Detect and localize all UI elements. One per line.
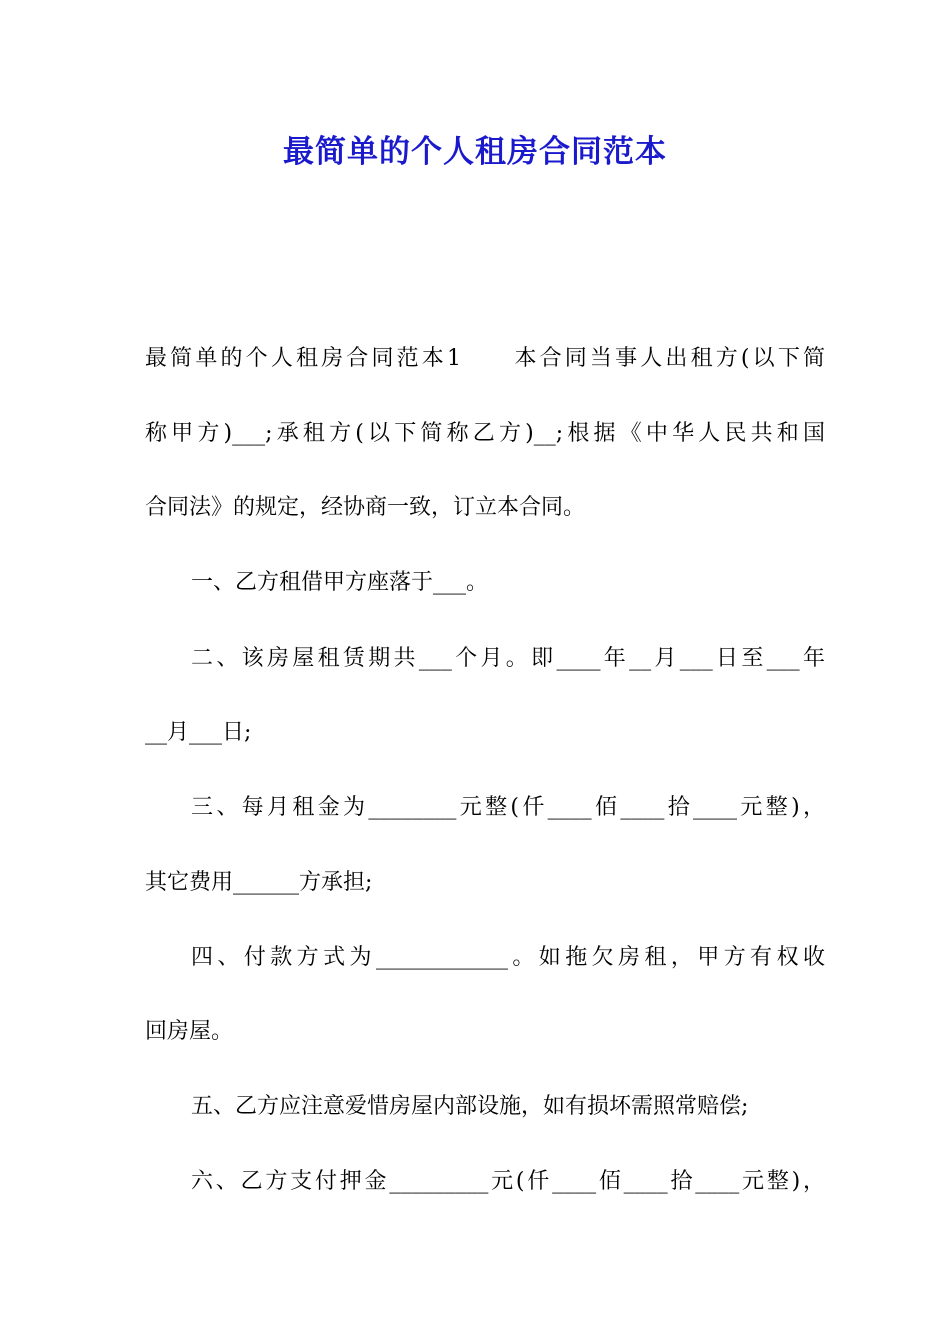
clause-1-line-1: 一、乙方租借甲方座落于___。 bbox=[191, 570, 489, 595]
clause-2-line-2: __月___日; bbox=[145, 720, 252, 745]
paragraph-line-3: 合同法》的规定，经协商一致，订立本合同。 bbox=[145, 495, 586, 520]
clause-4-line-2: 回房屋。 bbox=[145, 1019, 234, 1044]
paragraph-line-2: 称甲方)___;承租方(以下简称乙方)__;根据《中华人民共和国 bbox=[145, 421, 825, 446]
document-title: 最简单的个人租房合同范本 bbox=[283, 134, 667, 170]
clause-3-line-1: 三、每月租金为________元整(仟____佰____拾____元整)， bbox=[191, 795, 825, 820]
clause-3-line-2: 其它费用______方承担; bbox=[145, 870, 373, 895]
paragraph-line-1: 最简单的个人租房合同范本1 本合同当事人出租方(以下简 bbox=[145, 346, 825, 371]
clause-5-line-1: 五、乙方应注意爱惜房屋内部设施，如有损坏需照常赔偿; bbox=[191, 1094, 749, 1119]
clause-6-line-1: 六、乙方支付押金_________元(仟____佰____拾____元整)， bbox=[191, 1169, 825, 1194]
clause-2-line-1: 二、该房屋租赁期共___个月。即____年__月___日至___年 bbox=[191, 646, 825, 671]
clause-4-line-1: 四、付款方式为____________。如拖欠房租，甲方有权收 bbox=[191, 945, 825, 970]
